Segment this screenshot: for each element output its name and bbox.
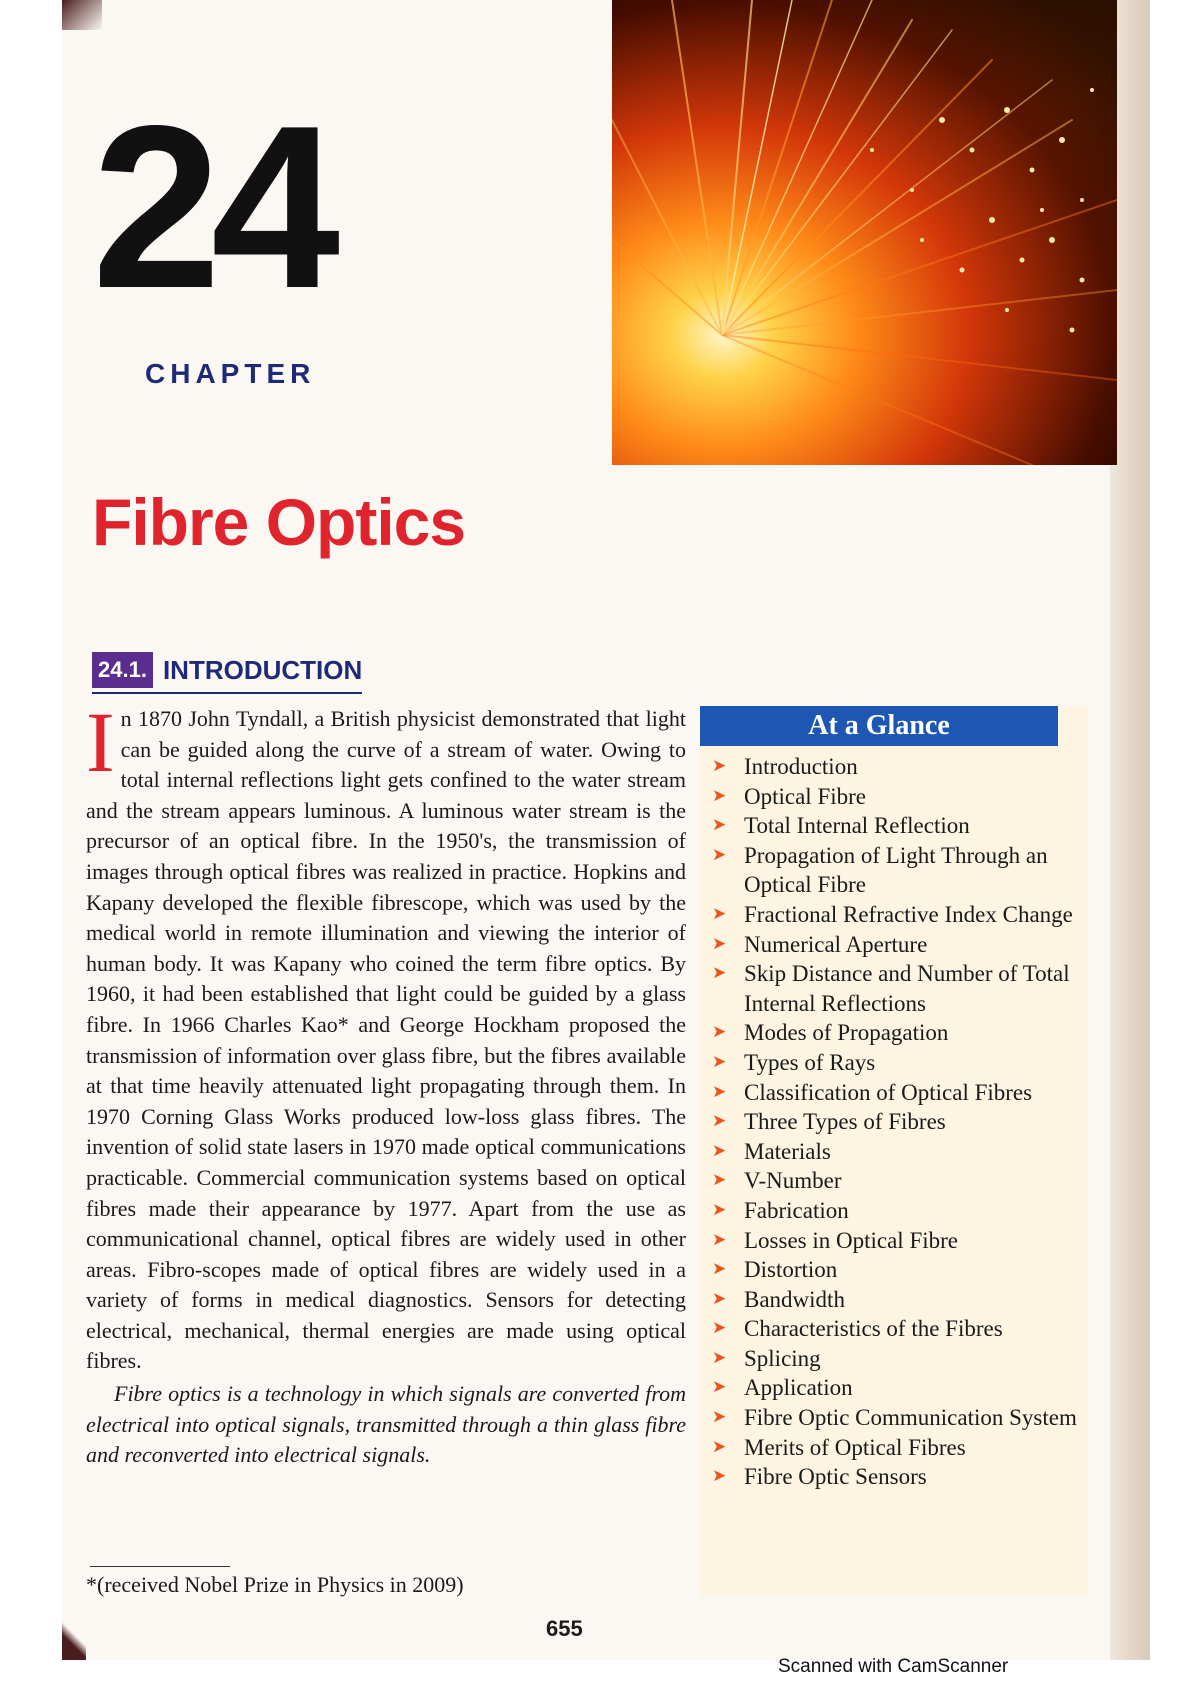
glance-item	[712, 930, 1084, 960]
section-heading	[92, 650, 362, 694]
glance-item	[712, 1018, 1084, 1048]
intro-body	[86, 694, 686, 1471]
arrow-bullet-icon: ➤	[712, 1081, 727, 1102]
glance-item-label: Numerical Aperture	[744, 931, 928, 957]
intro-text: n 1870 John Tyndall, a British physicist demonstrated that light can be guided along the curve of a stream of water. Owing to total internal reflections light gets confined to the water stream and the stream appears luminous. A luminous water stream is the precursor of an optical fibre. In the 1950's, the transmission of images through optical fibres was realized in practice. Hopkins and Kapany developed the flexible fibrescope, which was used by the medical world in remote illumination and viewing the interior of human body. It was Kapany who coined the term fibre optics. By 1960, it had been established that light could be guided by a glass fibre. In 1966 Charles Kao* and George Hockham proposed the transmission of information over glass fibre, but the fibres available at that time heavily attenuated light propagating through them. In 1970 Corning Glass Works produced low-loss glass fibres. The invention of solid state lasers in 1970 made optical communications practicable. Commercial communication systems based on optical fibres made their appearance by 1977. Apart from the use as communicational channel, optical fibres are widely used in other areas. Fibro-scopes made of optical fibres are widely used in a variety of forms in medical diagnostics. Sensors for detecting electrical, mechanical, thermal energies are made using optical fibres.	[86, 706, 686, 1374]
glance-item-label: Distortion	[744, 1257, 838, 1283]
glance-item	[712, 1226, 1084, 1256]
arrow-bullet-icon: ➤	[712, 1229, 727, 1250]
arrow-bullet-icon: ➤	[712, 1288, 727, 1309]
glance-item-label: Bandwidth	[744, 1286, 845, 1312]
glance-item	[712, 1107, 1084, 1137]
glance-item-label: Three Types of Fibres	[744, 1109, 946, 1135]
glance-item	[712, 1344, 1084, 1374]
arrow-bullet-icon: ➤	[712, 815, 727, 836]
arrow-bullet-icon: ➤	[712, 1140, 727, 1161]
glance-item-label: V-Number	[744, 1168, 842, 1194]
arrow-bullet-icon: ➤	[712, 933, 727, 954]
glance-item	[712, 900, 1084, 930]
glance-item	[712, 752, 1084, 782]
scanner-watermark: Scanned with CamScanner	[778, 1656, 1009, 1677]
glance-item-label: Total Internal Reflection	[744, 813, 970, 839]
glance-item	[712, 1048, 1084, 1078]
drop-cap: I	[86, 694, 115, 790]
glance-item	[712, 1196, 1084, 1226]
arrow-bullet-icon: ➤	[712, 1022, 727, 1043]
glance-item	[712, 1137, 1084, 1167]
page-corner-shadow	[62, 0, 102, 30]
arrow-bullet-icon: ➤	[712, 903, 727, 924]
glance-item-label: Types of Rays	[744, 1049, 876, 1075]
arrow-bullet-icon: ➤	[712, 1259, 727, 1280]
at-a-glance-list	[712, 752, 1084, 1492]
arrow-bullet-icon: ➤	[712, 1199, 727, 1220]
definition-paragraph: Fibre optics is a technology in which signals are converted from electrical into optical signals, transmitted through a thin glass fibre and reconverted into electrical signals.	[86, 1381, 686, 1468]
page-number: 655	[546, 1616, 583, 1641]
arrow-bullet-icon: ➤	[712, 844, 727, 865]
glance-item	[712, 841, 1084, 900]
arrow-bullet-icon: ➤	[712, 1318, 727, 1339]
chapter-number: 24	[92, 78, 331, 337]
arrow-bullet-icon: ➤	[712, 1170, 727, 1191]
section-title: INTRODUCTION	[162, 654, 363, 685]
arrow-bullet-icon: ➤	[712, 1436, 727, 1457]
chapter-title: Fibre Optics	[92, 485, 466, 559]
glance-item-label: Propagation of Light Through an Optical Fibre	[744, 842, 1048, 898]
glance-item-label: Fibre Optic Communication System	[744, 1405, 1077, 1431]
arrow-bullet-icon: ➤	[712, 1466, 727, 1487]
glance-item-label: Characteristics of the Fibres	[744, 1316, 1003, 1342]
arrow-bullet-icon: ➤	[712, 1407, 727, 1428]
glance-item-label: Fabrication	[744, 1197, 849, 1223]
fibre-optics-photo	[612, 0, 1117, 465]
footnote: *(received Nobel Prize in Physics in 2009)	[86, 1572, 464, 1597]
glance-item	[712, 1373, 1084, 1403]
section-number-badge: 24.1.	[92, 652, 153, 688]
glance-item	[712, 1462, 1084, 1492]
glance-item-label: Losses in Optical Fibre	[744, 1227, 958, 1253]
glance-item	[712, 1166, 1084, 1196]
glance-item-label: Merits of Optical Fibres	[744, 1434, 966, 1460]
glance-item	[712, 1433, 1084, 1463]
glance-item-label: Fractional Refractive Index Change	[744, 901, 1073, 927]
glance-item-label: Introduction	[744, 754, 858, 779]
glance-item-label: Materials	[744, 1138, 831, 1164]
glance-item	[712, 1285, 1084, 1315]
glance-item-label: Application	[744, 1375, 853, 1401]
glance-item	[712, 1078, 1084, 1108]
at-a-glance-heading: At a Glance	[700, 706, 1058, 746]
glance-item-label: Optical Fibre	[744, 783, 866, 809]
glance-item-label: Splicing	[744, 1345, 821, 1371]
glance-item	[712, 1255, 1084, 1285]
glance-item-label: Classification of Optical Fibres	[744, 1079, 1033, 1105]
page-corner-shadow-bottom	[62, 1620, 86, 1660]
glance-item	[712, 1314, 1084, 1344]
arrow-bullet-icon: ➤	[712, 1111, 727, 1132]
glance-item	[712, 1403, 1084, 1433]
arrow-bullet-icon: ➤	[712, 785, 727, 806]
arrow-bullet-icon: ➤	[712, 1377, 727, 1398]
arrow-bullet-icon: ➤	[712, 756, 727, 776]
glance-item-label: Fibre Optic Sensors	[744, 1464, 927, 1490]
glance-item-label: Modes of Propagation	[744, 1020, 949, 1046]
arrow-bullet-icon: ➤	[712, 1347, 727, 1368]
glance-item-label: Skip Distance and Number of Total Internal Reflections	[744, 961, 1070, 1016]
glance-item	[712, 959, 1084, 1018]
intro-paragraph	[86, 694, 686, 1377]
chapter-label: CHAPTER	[145, 358, 316, 389]
arrow-bullet-icon: ➤	[712, 1051, 727, 1072]
fibre-strands-image	[612, 0, 1117, 465]
glance-item	[712, 782, 1084, 812]
arrow-bullet-icon: ➤	[712, 963, 727, 984]
glance-item	[712, 811, 1084, 841]
footnote-rule	[90, 1566, 230, 1567]
